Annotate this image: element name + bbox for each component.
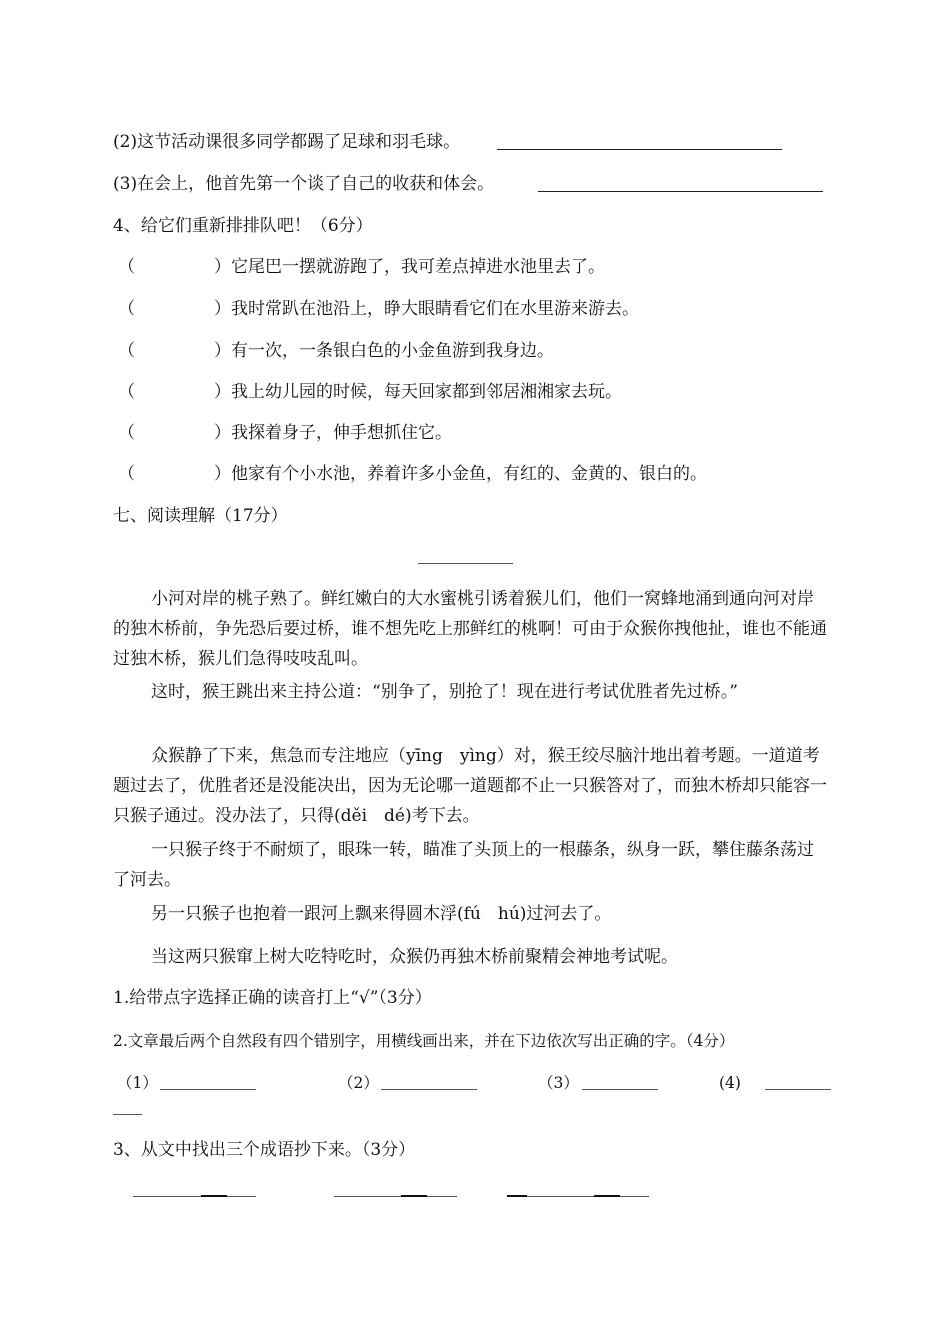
blank-label-3: （3） <box>538 1074 579 1092</box>
blank-label-2: （2） <box>338 1074 379 1092</box>
order-item-3: （ ）有一次，一条银白色的小金鱼游到我身边。 <box>118 341 554 361</box>
blank-line-3[interactable] <box>582 1089 658 1090</box>
idiom-line-3-mark-b <box>594 1195 620 1197</box>
order-blank-4[interactable]: （ <box>118 382 135 402</box>
answer-line-sentence-3[interactable] <box>538 191 823 192</box>
idiom-line-2[interactable] <box>334 1196 457 1197</box>
idiom-line-2-mark <box>401 1195 427 1197</box>
passage-title-blank[interactable] <box>418 563 513 564</box>
order-item-2: （ ）我时常趴在池沿上，睁大眼睛看它们在水里游来游去。 <box>118 299 639 319</box>
order-blank-3[interactable]: （ <box>118 341 135 361</box>
blank-line-2[interactable] <box>381 1089 477 1090</box>
blank-label-4: (4) <box>719 1074 741 1092</box>
blank-line-1[interactable] <box>160 1089 256 1090</box>
order-blank-5[interactable]: （ <box>118 423 135 443</box>
order-blank-1[interactable]: （ <box>118 257 135 277</box>
order-item-1: （ ）它尾巴一摆就游跑了，我可差点掉进水池里去了。 <box>118 257 605 277</box>
blank-line-4[interactable] <box>765 1089 831 1090</box>
question-3: 3、从文中找出三个成语抄下来。（3分） <box>113 1140 416 1160</box>
order-blank-6[interactable]: （ <box>118 464 135 484</box>
order-item-6: （ ）他家有个小水池，养着许多小金鱼，有红的、金黄的、银白的。 <box>118 464 707 484</box>
passage-paragraph-4: 一只猴子终于不耐烦了，眼珠一转，瞄准了头顶上的一根藤条，纵身一跃，攀住藤条荡过了河去。 <box>113 840 814 890</box>
sentence-3: (3)在会上，他首先第一个谈了自己的收获和体会。 <box>113 174 495 194</box>
order-item-4: （ ）我上幼儿园的时候，每天回家都到邻居湘湘家去玩。 <box>118 382 622 402</box>
passage-paragraph-1: 小河对岸的桃子熟了。鲜红嫩白的大水蜜桃引诱着猴儿们，他们一窝蜂地涌到通向河对岸的独木桥前，争先恐后要过桥，谁不想先吃上那鲜红的桃啊！可由于众猴你拽他扯，谁也不能通过独木桥，猴儿们急得吱吱乱叫。 <box>113 589 827 669</box>
order-item-5: （ ）我探着身子，伸手想抓住它。 <box>118 423 452 443</box>
order-blank-2[interactable]: （ <box>118 299 135 319</box>
idiom-line-3[interactable] <box>507 1196 649 1197</box>
question-2: 2.文章最后两个自然段有四个错别字，用横线画出来，并在下边依次写出正确的字。（4分） <box>113 1032 735 1050</box>
section7-title: 七、阅读理解（17分） <box>113 506 288 526</box>
idiom-line-1[interactable] <box>133 1196 256 1197</box>
passage-paragraph-3: 众猴静了下来，焦急而专注地应（yīng yìng）对，猴王绞尽脑汁地出着考题。一道道考题过去了，优胜者还是没能决出，因为无论哪一道题都不止一只猴答对了，而独木桥却只能容一只猴子通过。没办法了，只得(děi dé)考下去。 <box>113 746 827 826</box>
passage-paragraph-2: 这时，猴王跳出来主持公道：“别争了，别抢了！现在进行考试优胜者先过桥。” <box>151 682 738 702</box>
idiom-line-1-mark <box>201 1195 227 1197</box>
blank-label-1: （1） <box>117 1074 158 1092</box>
passage-paragraph-5: 另一只猴子也抱着一跟河上飘来得圆木浮(fú hú)过河去了。 <box>151 904 612 924</box>
q4-title: 4、给它们重新排排队吧！（6分） <box>113 216 373 236</box>
sentence-2: (2)这节活动课很多同学都踢了足球和羽毛球。 <box>113 132 461 152</box>
blank-line-4-continued[interactable] <box>113 1114 142 1115</box>
idiom-line-3-mark-a <box>507 1195 527 1197</box>
question-1: 1.给带点字选择正确的读音打上“√”（3分） <box>113 988 432 1008</box>
passage-paragraph-6: 当这两只猴窜上树大吃特吃时，众猴仍再独木桥前聚精会神地考试呢。 <box>151 947 678 967</box>
answer-line-sentence-2[interactable] <box>497 149 782 150</box>
